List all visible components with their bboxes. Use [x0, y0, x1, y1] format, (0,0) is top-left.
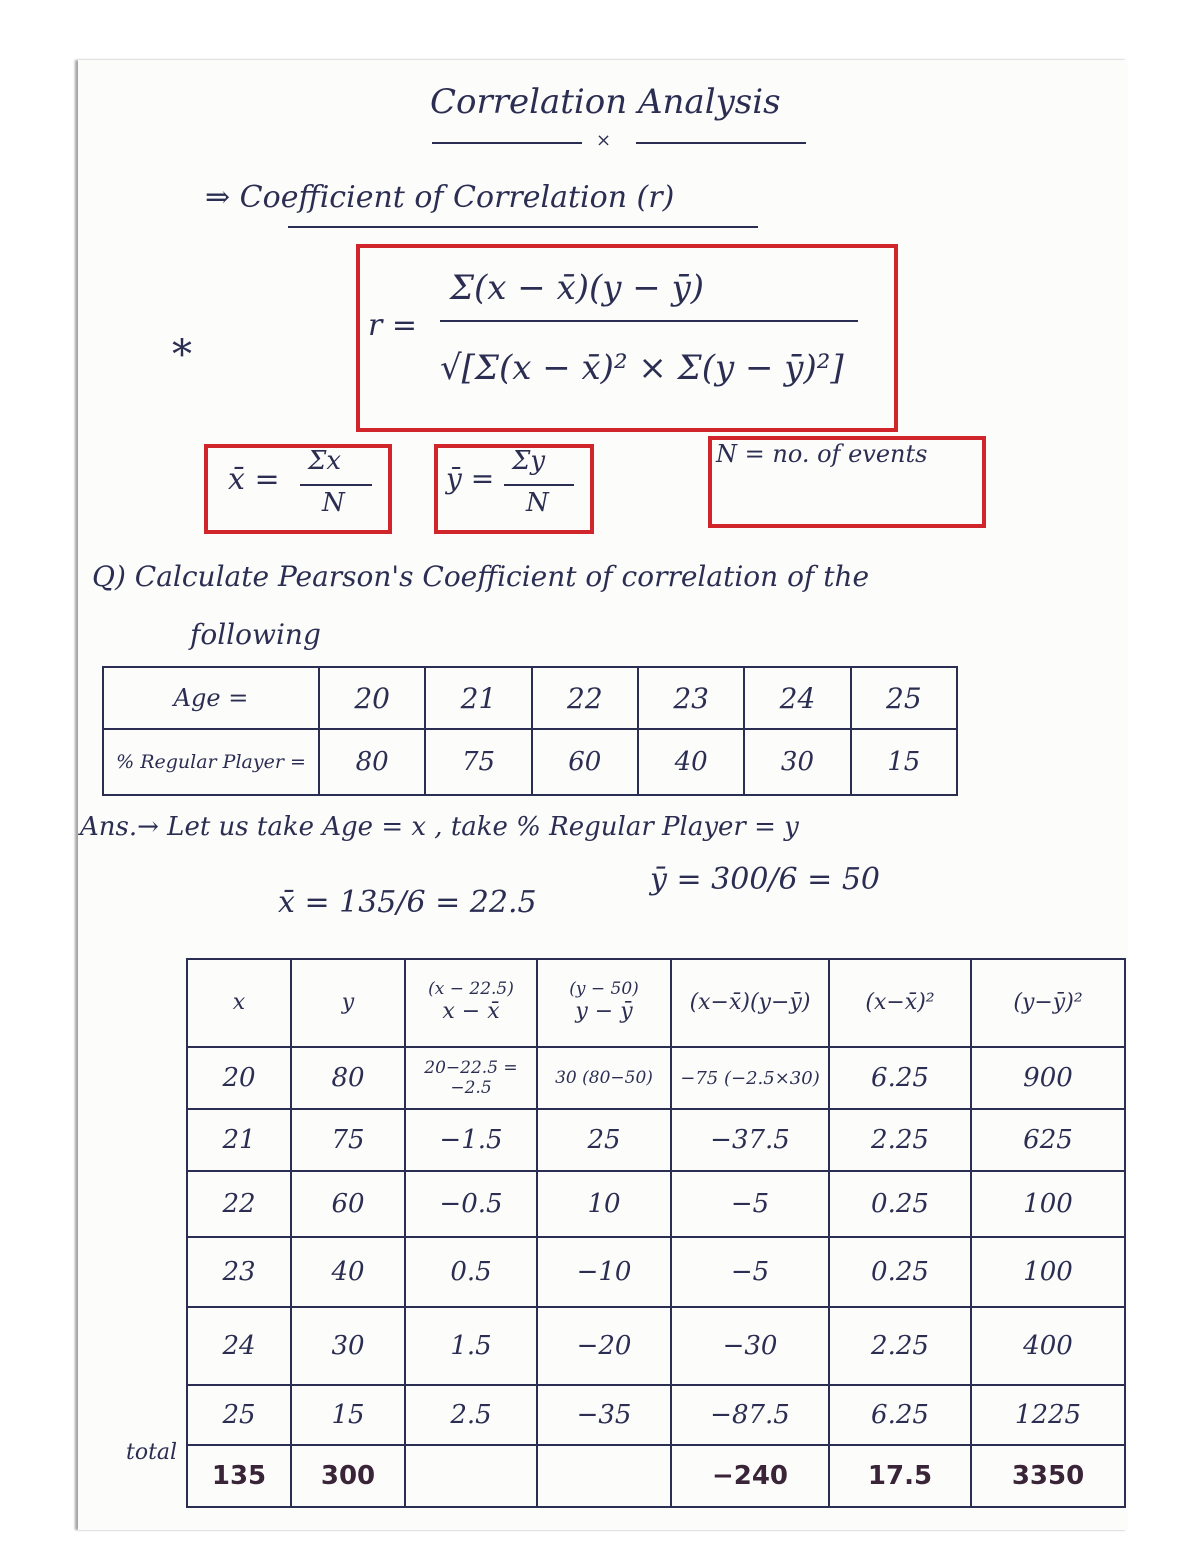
xbar-def-den: N [322, 488, 345, 518]
given-row-player [103, 729, 957, 795]
total-x: 135 [187, 1445, 291, 1507]
title-underline-left [432, 142, 582, 144]
calc-header-dx2: (x−x̄)² [829, 959, 971, 1047]
table-row [187, 1047, 1125, 1109]
total-dy2: 3350 [971, 1445, 1125, 1507]
cell-x: 20 [187, 1047, 291, 1109]
table-row [187, 1385, 1125, 1445]
cell-y: 15 [291, 1385, 405, 1445]
ybar-def-den: N [526, 488, 549, 518]
calc-header-row [187, 959, 1125, 1047]
cell-dy2: 900 [971, 1047, 1125, 1109]
given-cell: 75 [425, 729, 531, 795]
given-cell: 80 [319, 729, 425, 795]
ybar-def-lhs: ȳ = [446, 462, 495, 495]
cell-dy2: 100 [971, 1237, 1125, 1307]
cell-x: 22 [187, 1171, 291, 1237]
cell-dy: 30 (80−50) [537, 1047, 671, 1109]
cell-dy: 25 [537, 1109, 671, 1171]
cell-dy: 10 [537, 1171, 671, 1237]
cell-dx: 1.5 [405, 1307, 537, 1385]
question-line-2: following [190, 618, 321, 651]
given-cell: 22 [532, 667, 638, 729]
formula-numerator: Σ(x − x̄)(y − ȳ) [450, 268, 705, 308]
given-row-label: Age = [103, 667, 319, 729]
ybar-def-bar [504, 484, 574, 486]
calc-header-dy2: (y−ȳ)² [971, 959, 1125, 1047]
given-row-age [103, 667, 957, 729]
table-row [187, 1237, 1125, 1307]
cell-dy2: 100 [971, 1171, 1125, 1237]
cell-x: 24 [187, 1307, 291, 1385]
title-underline-mark: × [596, 130, 612, 151]
cell-y: 80 [291, 1047, 405, 1109]
formula-fraction-bar [440, 320, 858, 322]
cell-dx2: 2.25 [829, 1307, 971, 1385]
cell-y: 40 [291, 1237, 405, 1307]
page-title: Correlation Analysis [430, 82, 781, 122]
total-row [187, 1445, 1125, 1507]
given-cell: 24 [744, 667, 850, 729]
cell-product: −5 [671, 1237, 829, 1307]
section-heading-underline [288, 226, 758, 228]
cell-product: −37.5 [671, 1109, 829, 1171]
answer-xbar: x̄ = 135/6 = 22.5 [278, 885, 537, 920]
cell-dx2: 0.25 [829, 1237, 971, 1307]
formula-lhs: r = [368, 308, 418, 343]
answer-ybar: ȳ = 300/6 = 50 [650, 862, 880, 897]
xbar-def-num: Σx [308, 446, 342, 476]
cell-dy2: 1225 [971, 1385, 1125, 1445]
cell-product: −75 (−2.5×30) [671, 1047, 829, 1109]
answer-intro: Ans.→ Let us take Age = x , take % Regular Player = y [80, 812, 799, 842]
given-cell: 20 [319, 667, 425, 729]
given-cell: 40 [638, 729, 744, 795]
calculation-table [186, 958, 1126, 1508]
given-cell: 25 [851, 667, 957, 729]
given-cell: 15 [851, 729, 957, 795]
total-dy [537, 1445, 671, 1507]
given-cell: 60 [532, 729, 638, 795]
cell-y: 75 [291, 1109, 405, 1171]
given-data-table [102, 666, 958, 796]
cell-dx: 2.5 [405, 1385, 537, 1445]
total-dx [405, 1445, 537, 1507]
cell-x: 21 [187, 1109, 291, 1171]
cell-dy: −35 [537, 1385, 671, 1445]
xbar-def-bar [300, 484, 372, 486]
given-cell: 23 [638, 667, 744, 729]
total-product: −240 [671, 1445, 829, 1507]
cell-dx2: 6.25 [829, 1047, 971, 1109]
cell-dx2: 0.25 [829, 1171, 971, 1237]
cell-dx: 0.5 [405, 1237, 537, 1307]
title-underline-right [636, 142, 806, 144]
cell-dy2: 400 [971, 1307, 1125, 1385]
formula-denominator: √[Σ(x − x̄)² × Σ(y − ȳ)²] [440, 348, 844, 388]
cell-product: −87.5 [671, 1385, 829, 1445]
calc-header-x: x [187, 959, 291, 1047]
calc-header-product: (x−x̄)(y−ȳ) [671, 959, 829, 1047]
question-line-1: Q) Calculate Pearson's Coefficient of correlation of the [92, 560, 870, 593]
cell-dx2: 6.25 [829, 1385, 971, 1445]
table-row [187, 1171, 1125, 1237]
total-y: 300 [291, 1445, 405, 1507]
section-heading: ⇒ Coefficient of Correlation (r) [205, 180, 675, 215]
cell-dy: −20 [537, 1307, 671, 1385]
cell-x: 25 [187, 1385, 291, 1445]
cell-dx2: 2.25 [829, 1109, 971, 1171]
calc-header-dy: (y − 50) y − ȳ [537, 959, 671, 1047]
cell-y: 60 [291, 1171, 405, 1237]
cell-dx: −1.5 [405, 1109, 537, 1171]
total-dx2: 17.5 [829, 1445, 971, 1507]
table-row [187, 1109, 1125, 1171]
n-definition: N = no. of events [716, 440, 928, 468]
total-label: total [126, 1440, 178, 1465]
table-row [187, 1307, 1125, 1385]
cell-dy: −10 [537, 1237, 671, 1307]
cell-product: −30 [671, 1307, 829, 1385]
cell-dy2: 625 [971, 1109, 1125, 1171]
cell-dx: −0.5 [405, 1171, 537, 1237]
given-cell: 21 [425, 667, 531, 729]
xbar-def-lhs: x̄ = [228, 462, 280, 497]
calc-header-dx: (x − 22.5) x − x̄ [405, 959, 537, 1047]
cell-x: 23 [187, 1237, 291, 1307]
ybar-def-num: Σy [512, 446, 546, 476]
cell-product: −5 [671, 1171, 829, 1237]
given-row-label: % Regular Player = [103, 729, 319, 795]
calc-header-y: y [291, 959, 405, 1047]
cell-dx: 20−22.5 = −2.5 [405, 1047, 537, 1109]
star-mark: * [172, 332, 192, 378]
cell-y: 30 [291, 1307, 405, 1385]
given-cell: 30 [744, 729, 850, 795]
